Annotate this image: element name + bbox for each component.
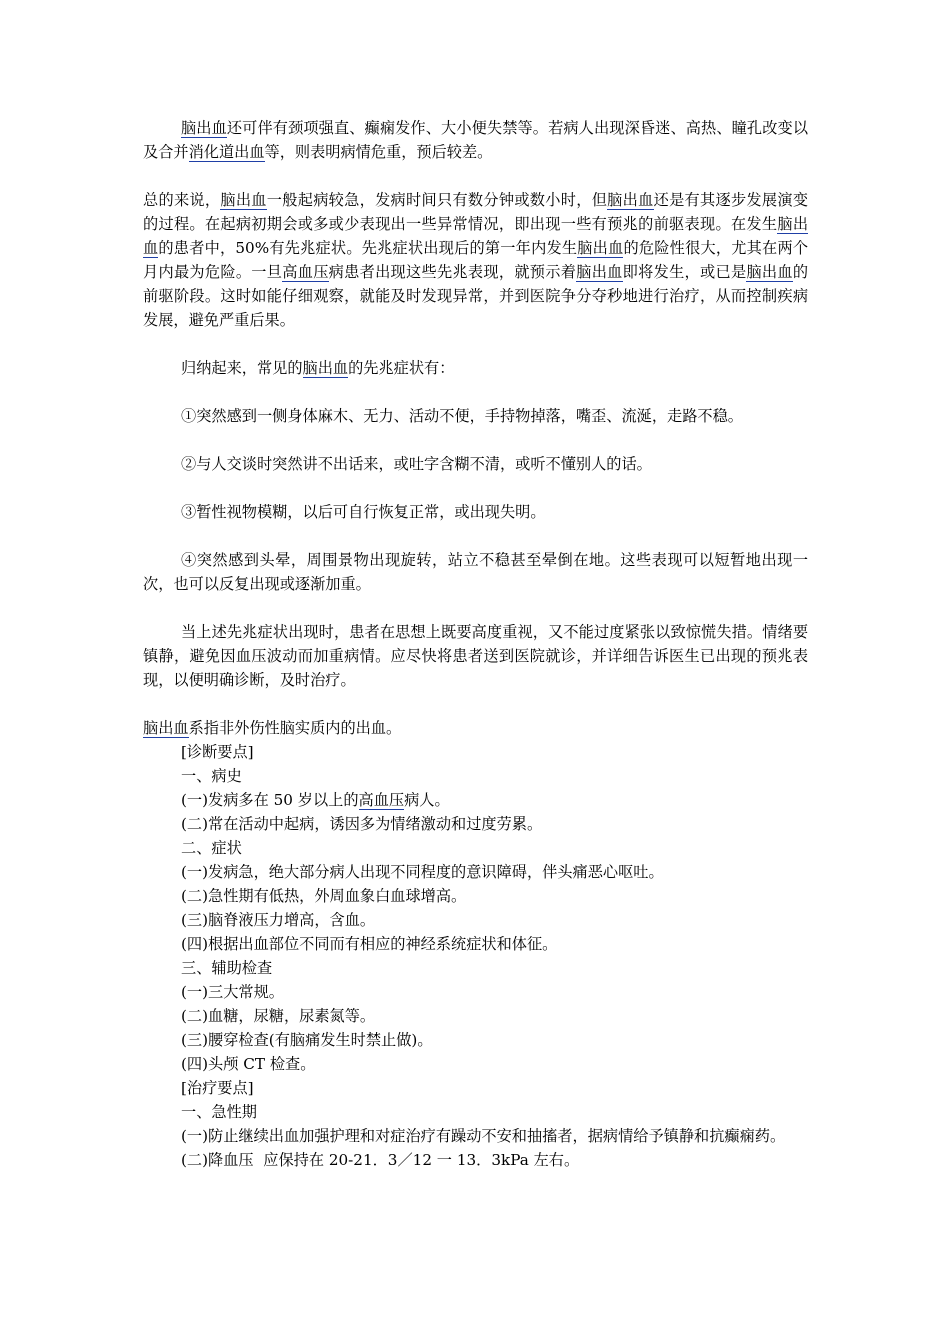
link-cerebral-hemorrhage[interactable]: 脑出血: [746, 263, 793, 281]
link-cerebral-hemorrhage[interactable]: 脑出血: [143, 719, 189, 737]
link-cerebral-hemorrhage[interactable]: 脑出血: [607, 191, 654, 209]
paragraph-overview: [143, 188, 808, 332]
text: 系指非外伤性脑实质内的出血。: [188, 719, 402, 737]
treatment-item-2: (二)降血压 应保持在 20-21．3／12 一 13．3kPa 左右。: [181, 1151, 580, 1169]
text: 的患者中，50%有先兆症状。先兆症状出现后的第一年内发生: [158, 239, 578, 257]
symptom-detail-1: (一)发病急，绝大部分病人出现不同程度的意识障碍，伴头痛恶心呕吐。: [181, 863, 664, 881]
link-cerebral-hemorrhage[interactable]: 脑出血: [576, 263, 623, 281]
symptom-detail-3: (三)脑脊液压力增高，含血。: [181, 911, 376, 929]
symptom-detail-2: (二)急性期有低热，外周血象白血球增高。: [181, 887, 467, 905]
link-hypertension[interactable]: 高血压: [282, 263, 329, 281]
text: 一般起病较急，发病时间只有数分钟或数小时，但: [266, 191, 608, 209]
link-cerebral-hemorrhage[interactable]: 脑出血: [220, 191, 267, 209]
link-gi-bleeding[interactable]: 消化道出血: [188, 143, 265, 161]
text: 病患者出现这些先兆表现，就预示着: [328, 263, 577, 281]
treatment-item-1: (一)防止继续出血加强护理和对症治疗有躁动不安和抽搐者，据病情给予镇静和抗癫痫药。: [181, 1127, 786, 1145]
diagnosis-heading: [诊断要点]: [181, 743, 254, 761]
text: 的先兆症状有：: [348, 359, 455, 377]
symptom-item-2: ②与人交谈时突然讲不出话来，或吐字含糊不清，或听不懂别人的话。: [181, 455, 652, 473]
history-item-1: [143, 788, 808, 812]
symptom-detail-4: (四)根据出血部位不同而有相应的神经系统症状和体征。: [181, 935, 558, 953]
document-page: [143, 116, 808, 1172]
text: 还可伴有颈项强直、癫痫发作、大小便失禁等。若病人出现深昏迷、高热、瞳孔改变以及合并: [143, 119, 809, 161]
exam-item-1: (一)三大常规。: [181, 983, 284, 1001]
text: 病人。: [404, 791, 450, 809]
exam-item-3: (三)腰穿检查(有脑痛发生时禁止做)。: [181, 1031, 433, 1049]
treatment-heading: [治疗要点]: [181, 1079, 254, 1097]
paragraph-summary-intro: [143, 356, 808, 380]
symptom-title: 二、症状: [181, 839, 242, 857]
text: 即将发生，或已是: [622, 263, 747, 281]
history-item-2: (二)常在活动中起病，诱因多为情绪激动和过度劳累。: [181, 815, 543, 833]
text: 等，则表明病情危重，预后较差。: [264, 143, 493, 161]
link-cerebral-hemorrhage[interactable]: 脑出血: [302, 359, 349, 377]
symptom-item-3: ③暂性视物模糊，以后可自行恢复正常，或出现失明。: [181, 503, 546, 521]
paragraph-advice: 当上述先兆症状出现时，患者在思想上既要高度重视，又不能过度紧张以致惊慌失措。情绪要镇静，避免因血压波动而加重病情。应尽快将患者送到医院就诊，并详细告诉医生已出现的预兆表现，以便明确诊断，及时治疗。: [143, 623, 808, 689]
link-cerebral-hemorrhage[interactable]: 脑出血: [181, 119, 227, 137]
history-title: 一、病史: [181, 767, 242, 785]
link-cerebral-hemorrhage[interactable]: 脑出血: [143, 215, 809, 257]
text: 的危险性很大，尤其在两个月内最为危险。一旦: [143, 239, 809, 281]
text: (一)发病多在 50 岁以上的: [181, 791, 359, 809]
exam-title: 三、辅助检查: [181, 959, 273, 977]
text: 还是有其逐步发展演变的过程。在起病初期会或多或少表现出一些异常情况，即出现一些有预兆的前驱表现。在发生: [143, 191, 809, 233]
symptom-item-1: ①突然感到一侧身体麻木、无力、活动不便，手持物掉落，嘴歪、流涎，走路不稳。: [181, 407, 743, 425]
link-hypertension[interactable]: 高血压: [358, 791, 405, 809]
paragraph-complications: [143, 116, 808, 164]
text: 归纳起来，常见的: [181, 359, 303, 377]
text: 总的来说，: [143, 191, 221, 209]
symptom-item-4: ④突然感到头晕，周围景物出现旋转，站立不稳甚至晕倒在地。这些表现可以短暂地出现一次，也可以反复出现或逐渐加重。: [143, 551, 808, 593]
exam-item-2: (二)血糖，尿糖，尿素氮等。: [181, 1007, 376, 1025]
acute-phase-title: 一、急性期: [181, 1103, 257, 1121]
paragraph-definition: [143, 716, 808, 740]
text: 的前驱阶段。这时如能仔细观察，就能及时发现异常，并到医院争分夺秒地进行治疗，从而控制疾病发展，避免严重后果。: [143, 263, 809, 329]
exam-item-4: (四)头颅 CT 检查。: [181, 1055, 316, 1073]
link-cerebral-hemorrhage[interactable]: 脑出血: [577, 239, 624, 257]
